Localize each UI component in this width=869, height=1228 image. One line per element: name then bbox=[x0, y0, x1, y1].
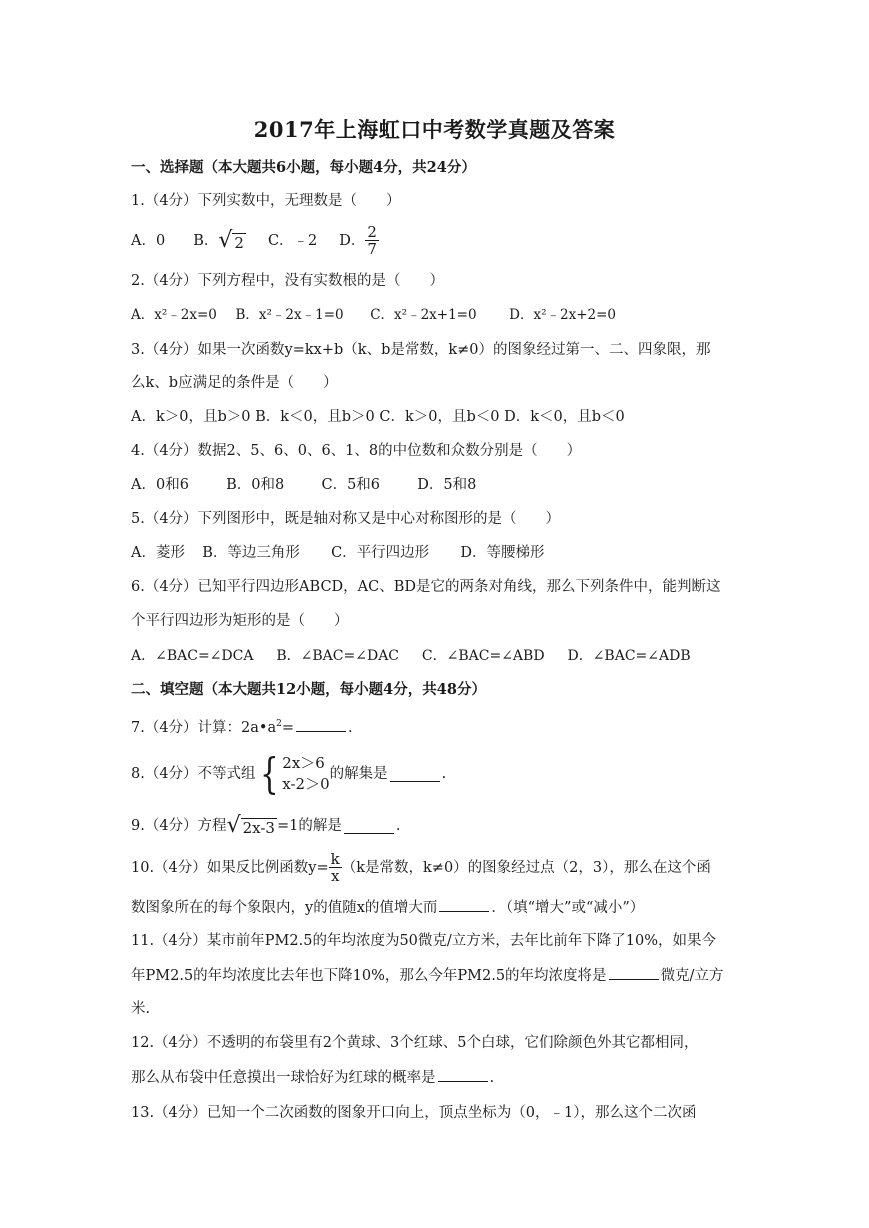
option-b: B．等边三角形 bbox=[202, 545, 300, 561]
option-a: A．0和6 bbox=[131, 477, 189, 493]
question-8-suffix: 的解集是 bbox=[329, 766, 388, 782]
question-4-options bbox=[131, 475, 741, 495]
option-b-label: B． bbox=[193, 233, 219, 249]
radical-sign-icon: √ bbox=[218, 228, 233, 253]
question-10-line2-text: 数图象所在的每个象限内，y的值随x的值增大而 bbox=[131, 900, 438, 916]
question-1-stem: 1.（4分）下列实数中，无理数是（ ） bbox=[131, 193, 401, 209]
answer-blank bbox=[439, 897, 489, 912]
sqrt-expression bbox=[227, 815, 277, 837]
option-d: D．∠BAC=∠ADB bbox=[567, 648, 691, 664]
left-brace-icon: { bbox=[259, 749, 279, 798]
option-a: A．0 bbox=[131, 233, 166, 249]
question-13-line1: 13.（4分）已知一个二次函数的图象开口向上，顶点坐标为（0，﹣1），那么这个二次函 bbox=[131, 1105, 697, 1121]
question-3-stem-line1: 3.（4分）如果一次函数y=kx+b（k、b是常数，k≠0）的图象经过第一、二、四象限，那 bbox=[131, 342, 711, 358]
inequality-system bbox=[256, 749, 330, 798]
question-6-stem-line2: 个平行四边形为矩形的是（ ） bbox=[131, 613, 349, 629]
question-10-suffix: （k是常数，k≠0）的图象经过点（2，3），那么在这个函 bbox=[341, 860, 711, 876]
question-4-stem: 4.（4分）数据2、5、6、0、6、1、8的中位数和众数分别是（ ） bbox=[131, 443, 582, 459]
question-6-options bbox=[131, 646, 741, 666]
answer-blank bbox=[344, 819, 394, 834]
question-12-line2-text: 那么从布袋中任意摸出一球恰好为红球的概率是 bbox=[131, 1070, 436, 1086]
fraction bbox=[329, 852, 342, 884]
question-10-line2 bbox=[131, 897, 741, 918]
option-a: A．∠BAC=∠DCA bbox=[131, 648, 254, 664]
question-11-line2-text: 年PM2.5的年均浓度比去年也下降10%，那么今年PM2.5的年均浓度将是 bbox=[131, 968, 607, 984]
answer-blank bbox=[390, 767, 440, 782]
answer-blank bbox=[296, 717, 346, 732]
question-5-options bbox=[131, 543, 741, 563]
question-10-stem: 10.（4分）如果反比例函数y= bbox=[131, 860, 329, 876]
option-b: B．∠BAC=∠DAC bbox=[276, 648, 400, 664]
option-c: C．∠BAC=∠ABD bbox=[421, 648, 545, 664]
fraction-numerator: 2 bbox=[367, 223, 377, 241]
radicand: 2 bbox=[234, 234, 244, 252]
option-c: C．5和6 bbox=[321, 477, 381, 493]
section-heading-choice: 一、选择题（本大题共6小题，每小题4分，共24分） bbox=[131, 159, 476, 176]
question-12-line1: 12.（4分）不透明的布袋里有2个黄球、3个红球、5个白球，它们除颜色外其它都相同， bbox=[131, 1035, 699, 1051]
option-d: D．5和8 bbox=[417, 477, 477, 493]
question-2-stem: 2.（4分）下列方程中，没有实数根的是（ ） bbox=[131, 273, 445, 289]
option-b: B．0和8 bbox=[226, 477, 285, 493]
option-c: C．﹣2 bbox=[267, 233, 318, 249]
answer-blank bbox=[438, 1067, 488, 1082]
question-2-options bbox=[131, 305, 741, 325]
option-c: C．平行四边形 bbox=[331, 545, 430, 561]
question-9-suffix: =1的解是 bbox=[276, 818, 342, 834]
question-5-stem: 5.（4分）下列图形中，既是轴对称又是中心对称图形的是（ ） bbox=[131, 511, 561, 527]
option-a: A．x²﹣2x=0 bbox=[131, 307, 217, 323]
inequality-row-1: 2x＞6 bbox=[282, 754, 325, 772]
option-d: D．x²﹣2x+2=0 bbox=[509, 307, 617, 323]
inequality-row-2: x-2＞0 bbox=[282, 775, 330, 793]
question-3-options: A．k＞0，且b＞0 B．k＜0，且b＞0 C．k＞0，且b＜0 D．k＜0，且b＜0 bbox=[131, 409, 625, 425]
question-11-line3: 米. bbox=[131, 1001, 151, 1017]
sqrt-expression bbox=[218, 230, 246, 252]
question-6-stem-line1: 6.（4分）已知平行四边形ABCD，AC、BD是它的两条对角线，那么下列条件中，能判断这 bbox=[131, 579, 721, 595]
period: . bbox=[489, 1070, 495, 1086]
question-9-stem: 9.（4分）方程 bbox=[131, 818, 227, 834]
question-11-line1: 11.（4分）某市前年PM2.5的年均浓度为50微克/立方米，去年比前年下降了10%，如果今 bbox=[131, 933, 717, 949]
option-a: A．菱形 bbox=[131, 545, 185, 561]
exponent: 2 bbox=[276, 719, 282, 729]
question-9 bbox=[131, 813, 741, 839]
equals-sign: = bbox=[281, 719, 295, 736]
period: . bbox=[441, 766, 447, 782]
section-heading-fill-in: 二、填空题（本大题共12小题，每小题4分，共48分） bbox=[131, 681, 486, 698]
period: . bbox=[348, 719, 353, 736]
option-d-label: D． bbox=[339, 233, 366, 249]
period: . bbox=[395, 818, 401, 834]
question-8-stem: 8.（4分）不等式组 bbox=[131, 766, 256, 782]
fraction-numerator: k bbox=[330, 850, 340, 868]
radical-sign-icon: √ bbox=[226, 813, 241, 838]
question-8 bbox=[131, 748, 741, 800]
fraction-denominator: 7 bbox=[367, 240, 377, 258]
option-b: B．x²﹣2x﹣1=0 bbox=[235, 307, 344, 323]
question-7-stem: 7.（4分）计算：2a•a bbox=[131, 719, 277, 736]
page-title: 2017年上海虹口中考数学真题及答案 bbox=[253, 117, 616, 142]
question-12-line2 bbox=[131, 1067, 741, 1088]
question-3-stem-line2: 么k、b应满足的条件是（ ） bbox=[131, 375, 338, 391]
radicand: 2x-3 bbox=[242, 819, 275, 837]
question-10-line1 bbox=[131, 849, 741, 887]
question-11-line2 bbox=[131, 965, 741, 986]
fraction-denominator: x bbox=[330, 867, 340, 885]
fraction bbox=[365, 225, 379, 257]
option-d: D．等腰梯形 bbox=[460, 545, 545, 561]
question-7 bbox=[131, 714, 741, 738]
question-11-line2-suffix: 微克/立方 bbox=[660, 968, 724, 984]
question-10-line2-suffix: ．（填“增大”或“减小”） bbox=[491, 900, 645, 916]
answer-blank bbox=[609, 965, 659, 980]
option-c: C．x²﹣2x+1=0 bbox=[370, 307, 477, 323]
question-1-options bbox=[131, 224, 741, 258]
